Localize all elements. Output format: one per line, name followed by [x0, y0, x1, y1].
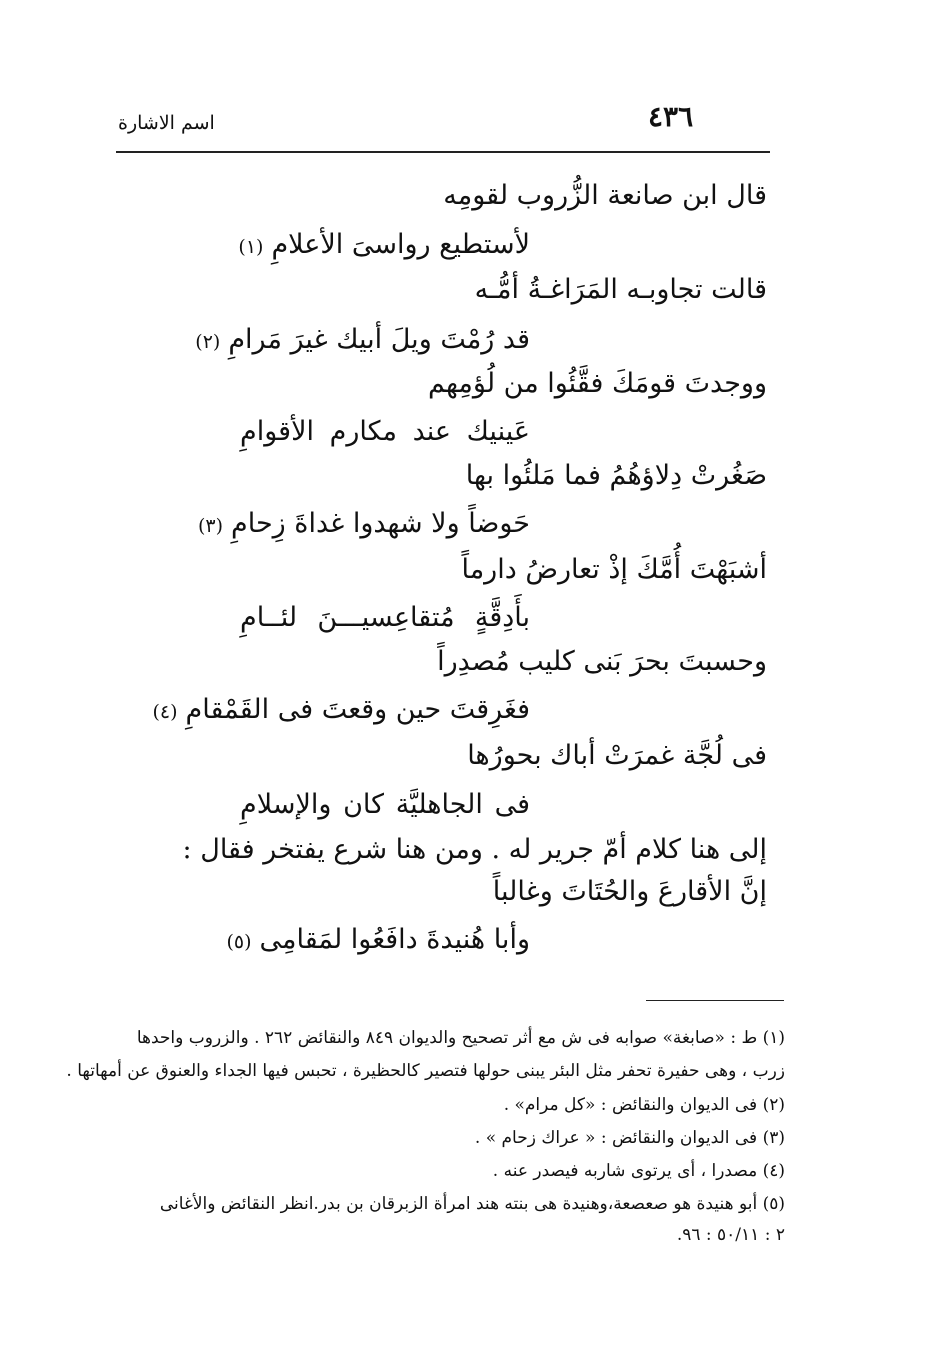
footnote-4: (٤) مصدرا ، أى يرتوى شاربه فيصدر عنه . — [492, 1161, 785, 1181]
verse-line: قالت تجاوبـه المَرَاغـةُ أمُّـه — [474, 274, 767, 305]
footnote-2: (٢) فى الديوان والنقائض : «كل مرام» . — [503, 1095, 785, 1115]
page-number: ٤٣٦ — [648, 100, 694, 133]
verse-line: إنَّ الأقارعَ والحُتَاتَ وغالباً — [492, 876, 767, 907]
verse-line: وحسبتَ بحرَ بَنى كليب مُصدِراً — [437, 646, 767, 677]
verse-line: ووجدتَ قومَكَ فقَّئُوا من لُؤمِهم — [428, 368, 767, 399]
verse-line — [226, 920, 530, 960]
footnote-mark: (٣) — [197, 515, 224, 537]
verse-line — [240, 225, 530, 265]
footnote-5-continued: ٢ : ٥٠/١١ : ٩٦. — [676, 1225, 785, 1245]
footnote-rule — [646, 1000, 784, 1001]
prose-line: إلى هنا كلام أمّ جرير له . ومن هنا شرع يفتخر فقال : — [182, 834, 767, 865]
verse-line: صَغُرتْ دِلاؤهُمُ فما مَلئُوا بها — [465, 460, 767, 491]
verse-line: بأَدِقَّةٍ مُتقاعِسيـــنَ لئــامِ — [240, 602, 530, 633]
verse-text: فغَرِقتَ حين وقعتَ فى القَمْقامِ — [185, 694, 530, 725]
verse-text: حَوضاً ولا شهدوا غداةَ زِحامِ — [231, 508, 530, 539]
verse-text: قد رُمْتَ ويلَ أبيك غيرَ مَرامِ — [228, 324, 530, 355]
running-head: اسم الاشارة — [118, 112, 215, 134]
verse-line: أشبَهْتَ أُمَّكَ إذْ تعارضُ دارماً — [461, 554, 767, 585]
verse-text: لأستطيع رواسىَ الأعلامِ — [271, 229, 530, 260]
verse-line: فى الجاهليَّة كان والإسلامِ — [240, 789, 530, 820]
verse-text: وأبا هُنيدةَ دافَعُوا لمَقامِى — [259, 924, 530, 955]
intro-line: قال ابن صانعة الزُّروب لقومِه — [443, 180, 767, 211]
footnote-3: (٣) فى الديوان والنقائض : « عراك زحام » . — [474, 1128, 785, 1148]
verse-line — [152, 690, 530, 730]
verse-line: عَينيك عند مكارم الأقوامِ — [240, 416, 530, 447]
footnote-1-continued: زرب ، وهى حفيرة تحفر مثل البئر يبنى حولها فتصير كالحظيرة ، تحبس فيها الجداء والعنوق عن أمهاتها . — [66, 1061, 785, 1081]
footnote-1: (١) ط : «صابغة» صوابه فى ش مع أثر تصحيح والديوان ٨٤٩ والنقائض ٢٦٢ . والزروب واحدها — [136, 1028, 785, 1048]
footnote-5: (٥) أبو هنيدة هو صعصعة،وهنيدة هى بنته هند امرأة الزبرقان بن بدر.انظر النقائض والأغانى — [159, 1194, 785, 1214]
header-rule — [116, 151, 770, 153]
verse-line — [195, 320, 530, 360]
verse-line — [197, 504, 530, 544]
footnote-mark: (١) — [238, 236, 264, 258]
verse-line: فى لُجَّة غمرَتْ أباك بحورُها — [467, 740, 767, 771]
footnote-mark: (٢) — [195, 331, 221, 353]
footnote-mark: (٥) — [226, 931, 252, 953]
footnote-mark: (٤) — [152, 701, 178, 723]
